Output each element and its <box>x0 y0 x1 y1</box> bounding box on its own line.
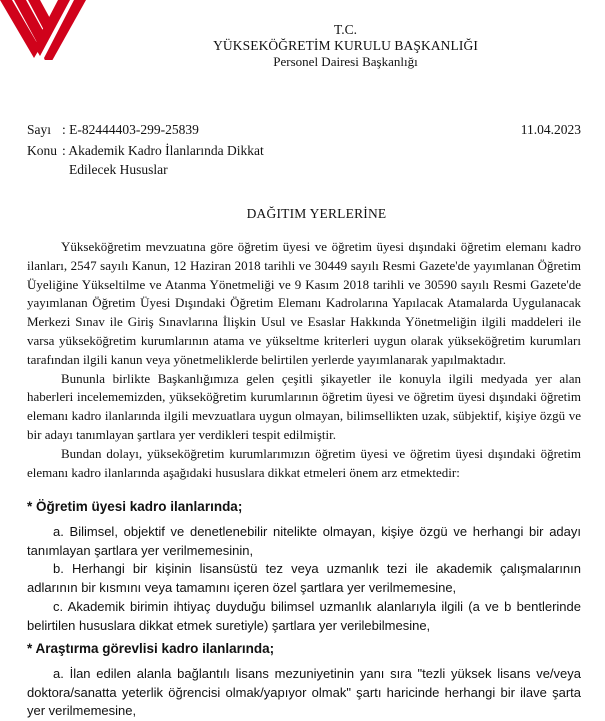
section-heading: * Araştırma görevlisi kadro ilanlarında; <box>27 641 275 656</box>
letter-body <box>27 238 581 482</box>
konu-label: Konu <box>27 143 57 158</box>
section-research-assistant <box>27 640 581 721</box>
section-item: a. Bilimsel, objektif ve denetlenebilir nitelikte olmayan, kişiye özgü ve herhangi bir adayı tanımlayan şartlara yer verilmemesinin, <box>27 523 581 558</box>
country-label: T.C. <box>334 22 357 37</box>
section-item: c. Akademik birimin ihtiyaç duyduğu bilimsel uzmanlık alanlarıyla ilgili (a ve b bentlerinde belirtilen hususlara dikkat etmek suretiyle) şartlara yer verilebilmesine, <box>27 598 581 633</box>
section-heading: * Öğretim üyesi kadro ilanlarında; <box>27 499 243 514</box>
paragraph: Bundan dolayı, yükseköğretim kurumlarımızın öğretim üyesi ve öğretim üyesi dışındaki öğretim elemanı kadro ilanlarında aşağıdaki hususlara dikkat etmeleri önem arz etmektedir: <box>27 445 581 480</box>
paragraph: Yükseköğretim mevzuatına göre öğretim üyesi ve öğretim üyesi dışındaki öğretim elemanı kadro ilanları, 2547 sayılı Kanun, 12 Haziran 2018 tarihli ve 30449 sayılı Resmi Gazete'de yayımlanan Öğretim Üyeliğine Yükseltilme ve Atanma Yönetmeliği ve 9 Kasım 2018 tarihli ve 30590 sayılı Resmi Gazete'de yayımlanan Öğretim Üyesi Dışındaki Öğretim Elemanı Kadrolarına Yapılacak Atamalarda Uygulanacak Merkezi Sınav ile Giriş Sınavlarına İlişkin Usul ve Esaslar Hakkında Yönetmeliğin ilgili maddeleri ile varsa yükseköğretim kurumlarının atama ve yükseltme kriterleri uygun olarak yükseköğretim kurumları tarafından ilgili kanun veya yönetmeliklerde belirtilen yerlerde yayımlanarak yapılmaktadır. <box>27 239 581 367</box>
sayi-label: Sayı <box>27 122 52 137</box>
letterhead <box>0 22 605 70</box>
document-date: 11.04.2023 <box>520 122 581 137</box>
department-name: Personel Dairesi Başkanlığı <box>273 54 418 69</box>
section-item: a. İlan edilen alanla bağlantılı lisans mezuniyetinin yanı sıra "tezli yüksek lisans ve/veya doktora/sanatta yeterlik öğrencisi olmak/yapıyor olmak" şartı haricinde herhangi bir ilave şarta yer verilmemesine, <box>27 665 581 719</box>
paragraph: Bununla birlikte Başkanlığımıza gelen çeşitli şikayetler ile konuyla ilgili medyada yer alan haberleri incelememizden, yükseköğretim kurumlarının öğretim üyesi ve öğretim üyesi dışındaki öğretim elemanı kadro ilanlarında ilgili mevzuatlara uygun olmayan, bilimsellikten uzak, sübjektif, kişiye özgü ve bir adayı tanımlayan şartlara yer verdikleri tespit edilmiştir. <box>27 370 581 442</box>
konu-value-line1: : Akademik Kadro İlanlarında Dikkat <box>62 143 264 158</box>
konu-value-line2: Edilecek Hususlar <box>69 162 168 177</box>
sayi-value: : E-82444403-299-25839 <box>62 122 199 137</box>
section-item: b. Herhangi bir kişinin lisansüstü tez veya uzmanlık tezi ile akademik çalışmalarının adlarının bir kısmını veya tamamını içeren özel şartlara yer verilmemesine, <box>27 561 581 596</box>
section-faculty <box>27 498 581 636</box>
institution-name: YÜKSEKÖĞRETİM KURULU BAŞKANLIĞI <box>213 38 478 53</box>
recipient-heading: DAĞITIM YERLERİNE <box>246 206 387 221</box>
